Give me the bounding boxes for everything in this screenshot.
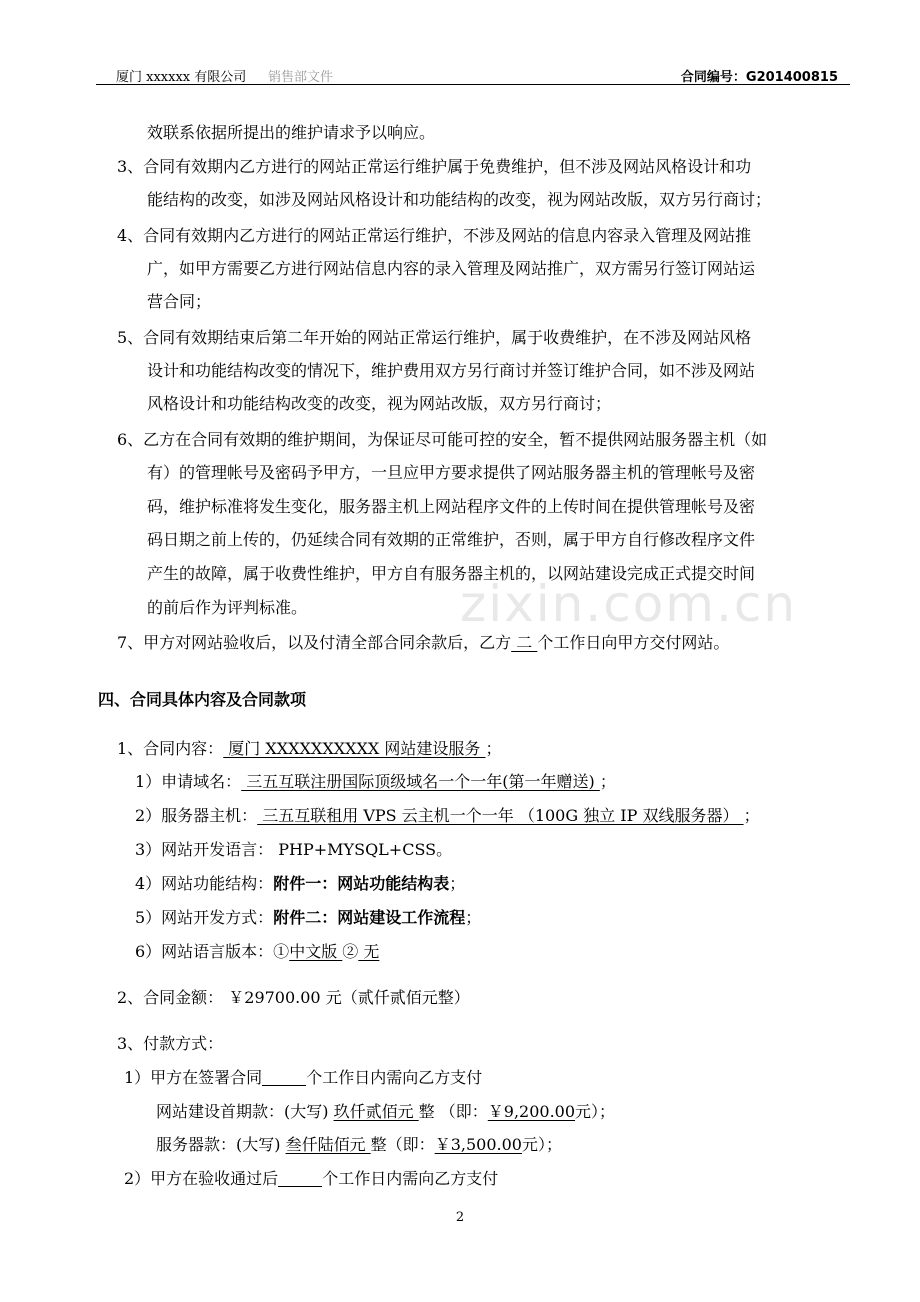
- payment-2: 2）甲方在验收通过后 个工作日内需向乙方支付: [124, 1169, 499, 1188]
- payment-1-server: 服务器款：(大写) 叁仟陆佰元 整（即：￥3,500.00元）；: [156, 1135, 562, 1154]
- payment-1-website: 网站建设首期款：(大写) 玖仟贰佰元 整 （即：￥9,200.00元）；: [156, 1102, 616, 1121]
- attachment-2: 附件二：网站建设工作流程: [273, 908, 466, 927]
- domain-item: 1）申请域名： 三五互联注册国际顶级域名一个一年(第一年赠送) ；: [135, 772, 616, 791]
- paragraph-line: 效联系依据所提出的维护请求予以响应。: [147, 123, 436, 142]
- attachment-1: 附件一：网站功能结构表: [273, 874, 450, 893]
- page-number: 2: [455, 1210, 465, 1225]
- clause-6-line-5: 产生的故障，属于收费性维护，甲方自有服务器主机的，以网站建设完成正式提交时间: [147, 564, 756, 583]
- domain-value: 三五互联注册国际顶级域名一个一年(第一年赠送): [241, 772, 600, 791]
- server-amount: ￥3,500.00: [434, 1135, 522, 1154]
- blank-days-1: [262, 1069, 306, 1086]
- clause-4-line-2: 广，如甲方需要乙方进行网站信息内容的录入管理及网站推广，双方需另行签订网站运: [147, 259, 756, 278]
- header-contract-number: 合同编号：G201400815: [680, 70, 838, 85]
- server-item: 2）服务器主机： 三五互联租用 VPS 云主机一个一年 （100G 独立 IP 双线服务器） ；: [135, 806, 760, 825]
- clause-6-line-2: 有）的管理帐号及密码予甲方，一旦应甲方要求提供了网站服务器主机的管理帐号及密: [147, 463, 756, 482]
- clause-6-line-1: 6、乙方在合同有效期的维护期间，为保证尽可能可控的安全，暂不提供网站服务器主机（如: [117, 430, 768, 449]
- clause-6-line-4: 码日期之前上传的，仍延续合同有效期的正常维护，否则，属于甲方自行修改程序文件: [147, 530, 756, 549]
- clause-4-line-3: 营合同；: [147, 292, 212, 311]
- payment-method-title: 3、付款方式：: [117, 1034, 224, 1053]
- header-department: 销售部文件: [268, 70, 334, 85]
- clause-3-line-2: 能结构的改变，如涉及网站风格设计和功能结构的改变，视为网站改版，双方另行商讨；: [147, 190, 772, 209]
- clause-5-line-1: 5、合同有效期结束后第二年开始的网站正常运行维护，属于收费维护，在不涉及网站风格: [117, 328, 752, 347]
- page-header: [96, 60, 850, 85]
- contract-content-value: 厦门 XXXXXXXXXX 网站建设服务: [223, 739, 486, 758]
- clause-5-line-3: 风格设计和功能结构改变的改变，视为网站改版，双方另行商讨；: [147, 394, 612, 413]
- server-value: 三五互联租用 VPS 云主机一个一年 （100G 独立 IP 双线服务器）: [257, 806, 744, 825]
- website-amount: ￥9,200.00: [487, 1102, 576, 1121]
- clause-3-line-1: 3、合同有效期内乙方进行的网站正常运行维护属于免费维护，但不涉及网站风格设计和功: [117, 157, 752, 176]
- dev-language-item: 3）网站开发语言： PHP+MYSQL+CSS。: [135, 840, 453, 859]
- clause-6-line-3: 码，维护标准将发生变化，服务器主机上网站程序文件的上传时间在提供管理帐号及密: [147, 497, 756, 516]
- language-version-item: 6）网站语言版本：①中文版 ② 无: [135, 942, 380, 961]
- clause-4-line-1: 4、合同有效期内乙方进行的网站正常运行维护，不涉及网站的信息内容录入管理及网站推: [117, 226, 752, 245]
- website-amount-words: 玖仟贰佰元: [333, 1102, 419, 1121]
- contract-content: 1、合同内容： 厦门 XXXXXXXXXX 网站建设服务 ；: [117, 739, 502, 758]
- version-1-value: 中文版: [289, 942, 343, 961]
- version-2-value: 无: [358, 942, 380, 961]
- watermark: zixin.com.cn: [460, 575, 798, 633]
- payment-1: 1）甲方在签署合同 个工作日内需向乙方支付: [124, 1068, 483, 1087]
- section-4-title: 四、合同具体内容及合同款项: [98, 690, 307, 709]
- delivery-days: 二: [511, 633, 538, 652]
- clause-5-line-2: 设计和功能结构改变的情况下，维护费用双方另行商讨并签订维护合同，如不涉及网站: [147, 361, 756, 380]
- dev-method-item: 5）网站开发方式：附件二：网站建设工作流程；: [135, 908, 482, 927]
- clause-7: 7、甲方对网站验收后，以及付清全部合同余款后，乙方 二 个工作日向甲方交付网站。: [117, 633, 730, 652]
- server-amount-words: 叁仟陆佰元: [285, 1135, 371, 1154]
- function-structure-item: 4）网站功能结构：附件一：网站功能结构表；: [135, 874, 466, 893]
- blank-days-2: [278, 1170, 322, 1187]
- clause-6-line-6: 的前后作为评判标准。: [147, 598, 308, 617]
- header-company: 厦门 xxxxxx 有限公司: [116, 70, 247, 85]
- contract-amount: 2、合同金额： ￥29700.00 元（贰仟贰佰元整）: [117, 988, 470, 1007]
